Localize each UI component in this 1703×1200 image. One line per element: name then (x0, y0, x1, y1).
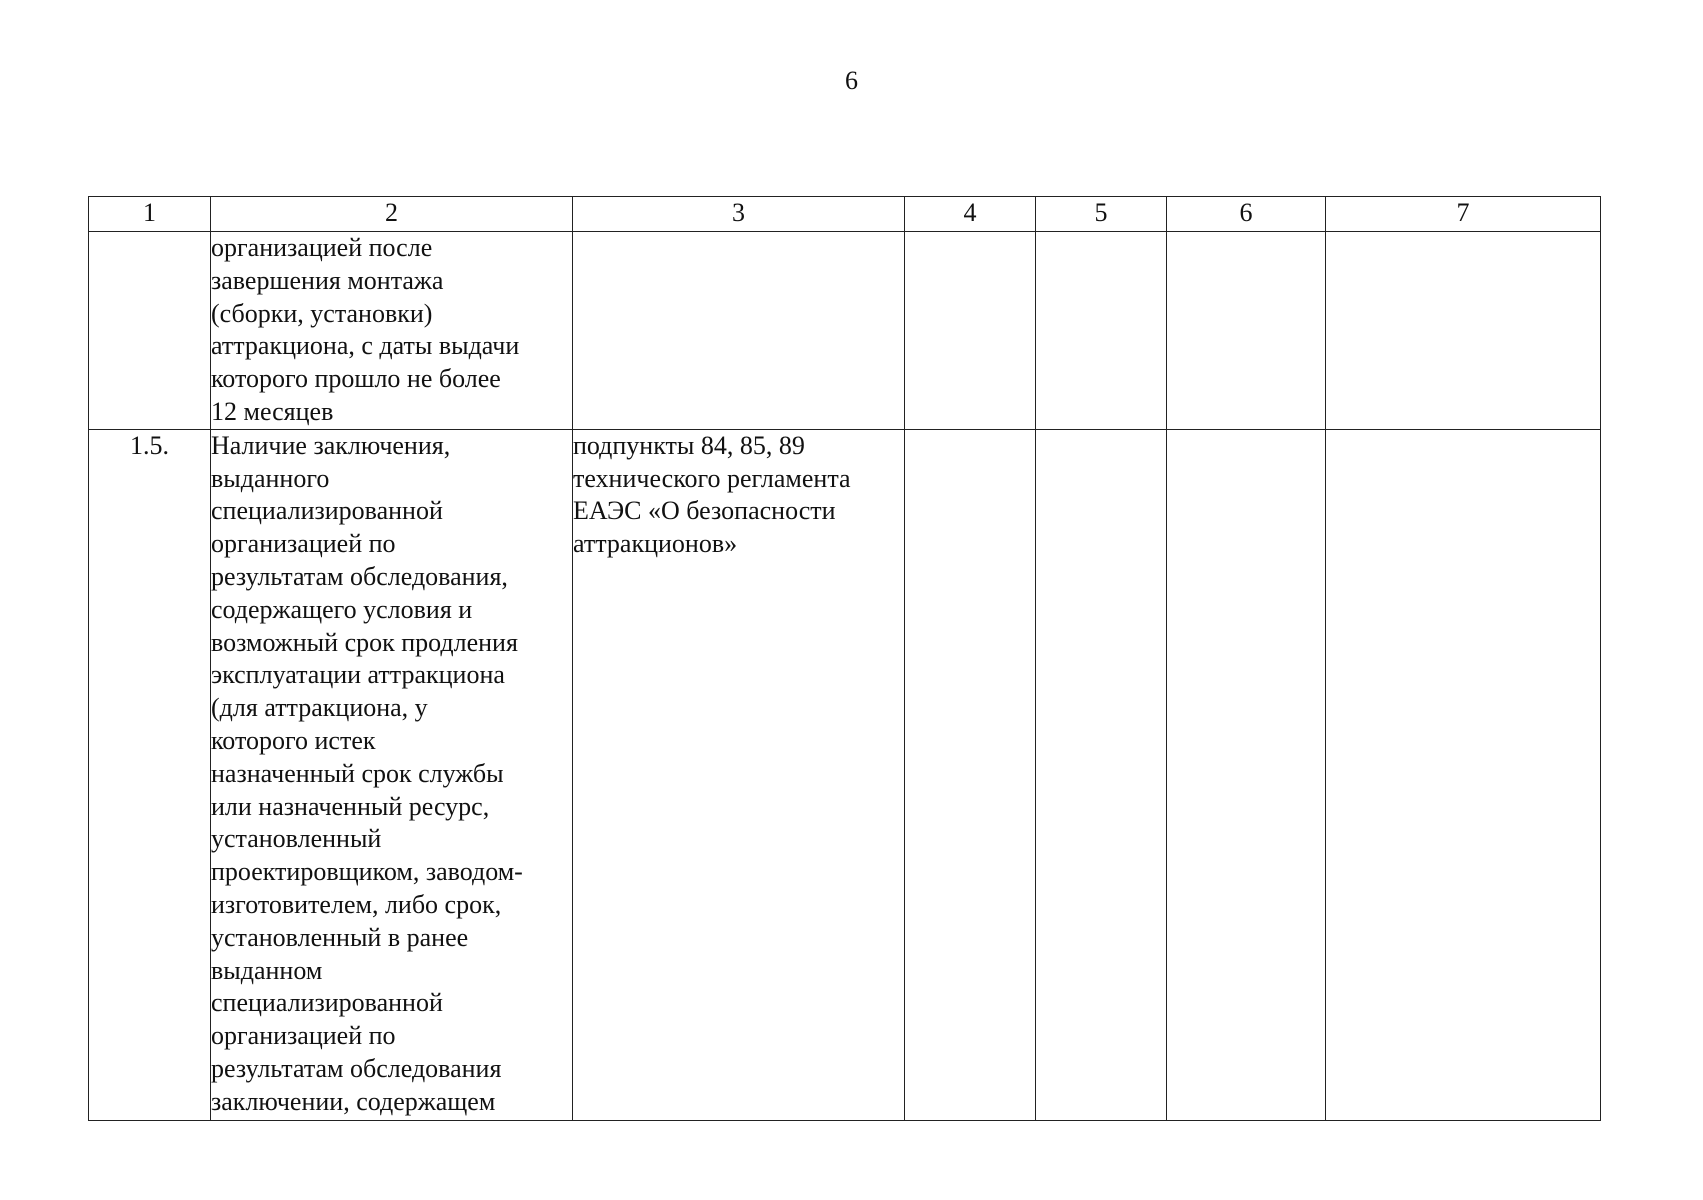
requirement-text-line: возможный срок продления (211, 627, 518, 657)
reference-text-line: ЕАЭС «О безопасности (573, 496, 836, 526)
requirement-text-line: выданного (211, 463, 330, 493)
requirement-text-line: организацией по (211, 529, 396, 559)
col-5-cell (1036, 429, 1167, 1120)
col-6-cell (1167, 429, 1326, 1120)
header-col-2: 2 (211, 197, 573, 232)
col-6-cell (1167, 232, 1326, 430)
row-number-cell (89, 232, 211, 430)
requirement-text-line: специализированной (211, 496, 443, 526)
requirement-text-line: изготовителем, либо срок, (211, 889, 502, 919)
requirement-text-line: которого прошло не более (211, 364, 501, 394)
col-7-cell (1326, 232, 1601, 430)
reference-text-line: подпункты 84, 85, 89 (573, 430, 805, 460)
reference-text-line: технического регламента (573, 463, 851, 493)
col-5-cell (1036, 232, 1167, 430)
reference-cell (573, 429, 905, 1120)
requirement-text-line: которого истек (211, 725, 376, 755)
requirement-text-line: выданном (211, 955, 323, 985)
page-number: 6 (845, 66, 858, 95)
requirement-text-line: 12 месяцев (211, 396, 334, 426)
header-col-4: 4 (905, 197, 1036, 232)
requirements-table (88, 196, 1601, 1121)
requirement-text-cell (211, 232, 573, 430)
requirement-text-line: содержащего условия и (211, 594, 473, 624)
table-row (89, 429, 1601, 1120)
requirement-text-line: назначенный срок службы (211, 758, 504, 788)
requirement-text-line: результатам обследования, (211, 561, 508, 591)
header-col-6: 6 (1167, 197, 1326, 232)
requirement-text-line: установленный (211, 824, 382, 854)
requirement-text-line: заключении, содержащем (211, 1086, 496, 1116)
table-row (89, 232, 1601, 430)
col-4-cell (905, 429, 1036, 1120)
requirement-text-line: эксплуатации аттракциона (211, 660, 505, 690)
requirement-text-line: (сборки, установки) (211, 298, 433, 328)
requirement-text-line: (для аттракциона, у (211, 693, 428, 723)
col-7-cell (1326, 429, 1601, 1120)
requirement-text-line: организацией по (211, 1021, 396, 1051)
requirement-text-line: завершения монтажа (211, 265, 444, 295)
requirement-text-line: аттракциона, с даты выдачи (211, 331, 520, 361)
requirement-text-line: специализированной (211, 988, 443, 1018)
reference-cell (573, 232, 905, 430)
requirement-text-line: или назначенный ресурс, (211, 791, 490, 821)
requirement-text-line: результатам обследования (211, 1053, 502, 1083)
header-col-5: 5 (1036, 197, 1167, 232)
header-col-7: 7 (1326, 197, 1601, 232)
col-4-cell (905, 232, 1036, 430)
header-col-1: 1 (89, 197, 211, 232)
requirement-text-line: Наличие заключения, (211, 430, 451, 460)
row-number-cell: 1.5. (89, 429, 211, 1120)
reference-text-line: аттракционов» (573, 529, 738, 559)
requirement-text-line: организацией после (211, 233, 433, 262)
header-col-3: 3 (573, 197, 905, 232)
requirement-text-line: проектировщиком, заводом- (211, 857, 523, 887)
requirement-text-line: установленный в ранее (211, 922, 469, 952)
requirement-text-cell (211, 429, 573, 1120)
header-row (89, 197, 1601, 232)
